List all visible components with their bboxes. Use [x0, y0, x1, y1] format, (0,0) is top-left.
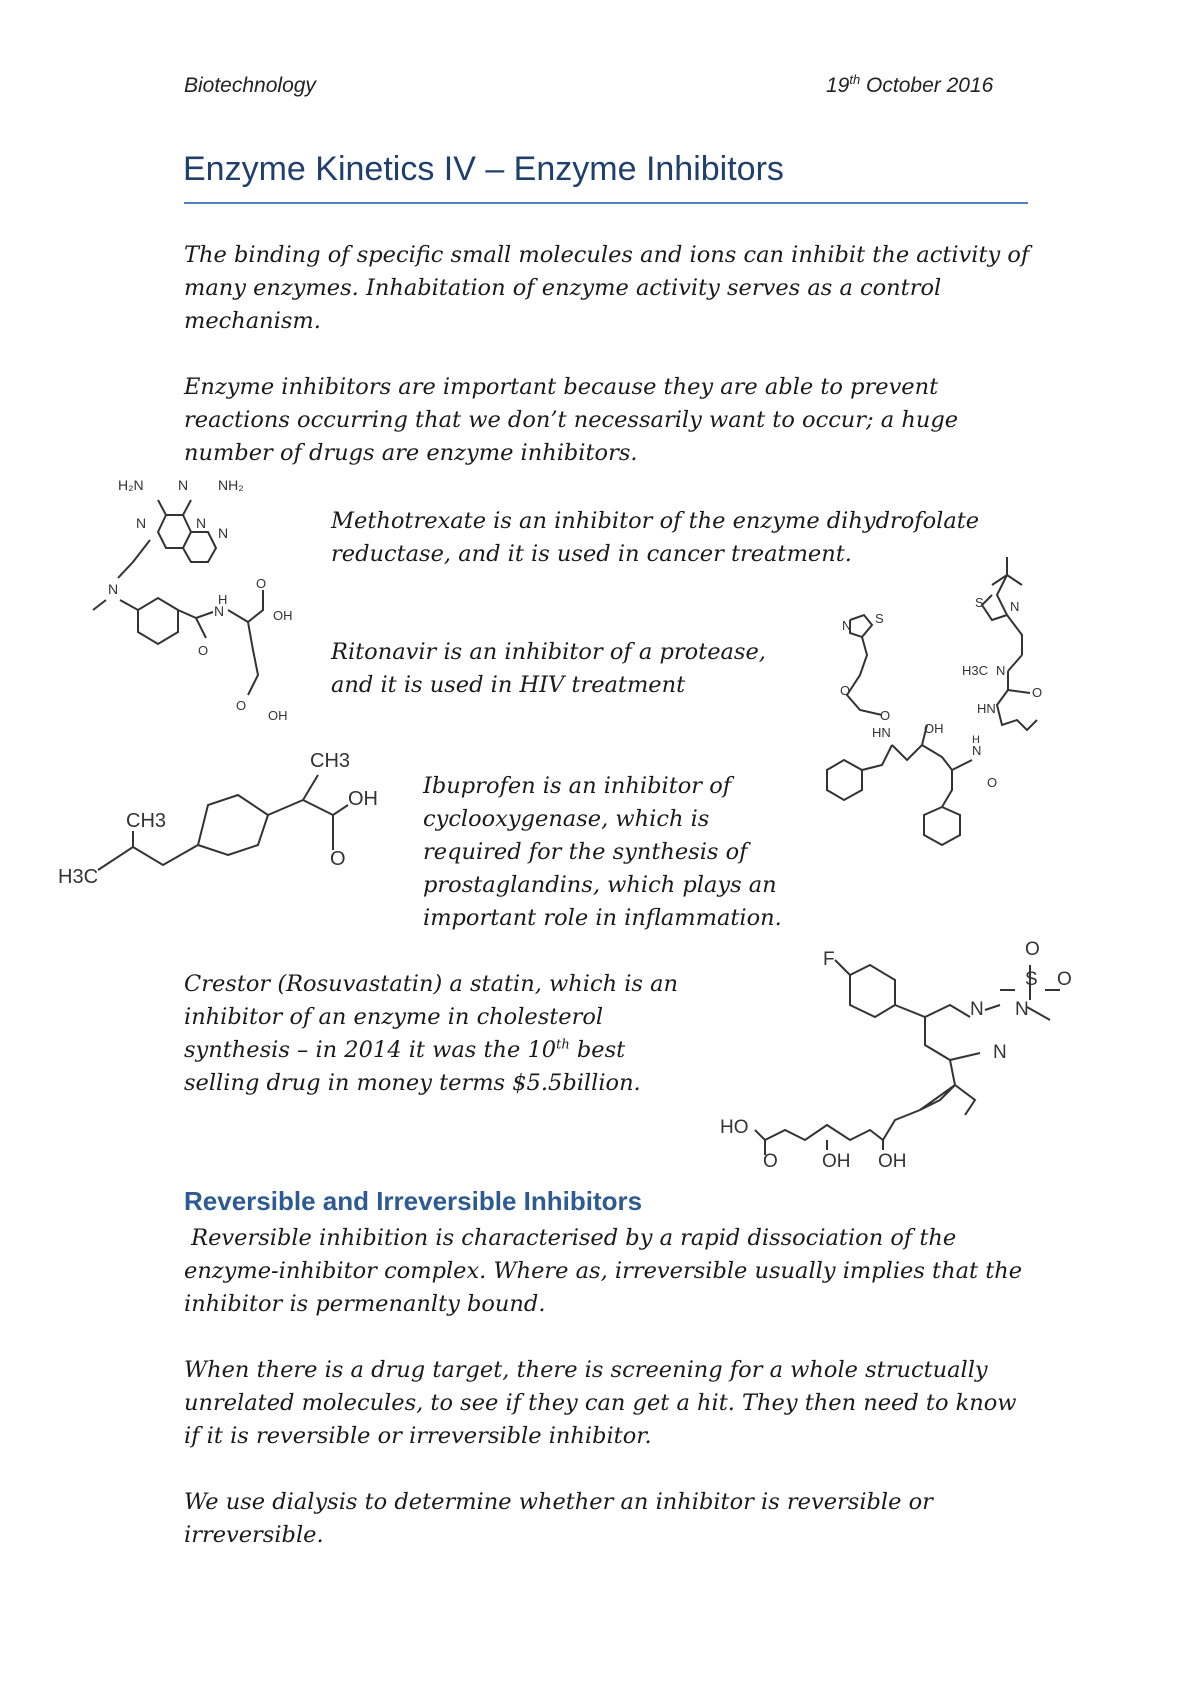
svg-text:N: N	[996, 663, 1006, 678]
svg-text:O: O	[1025, 939, 1040, 960]
svg-text:HN: HN	[977, 701, 996, 716]
intro-paragraph-2: Enzyme inhibitors are important because they are able to prevent reactions occurring that we don’t necessarily want to occur; a huge number of drugs are enzyme inhibitors.	[184, 374, 959, 466]
reversible-paragraph-3: We use dialysis to determine whether an inhibitor is reversible or irreversible.	[184, 1489, 933, 1548]
ritonavir-text: Ritonavir is an inhibitor of a protease, and it is used in HIV treatment	[331, 639, 766, 698]
svg-text:O: O	[840, 683, 851, 698]
svg-text:N: N	[970, 999, 984, 1020]
intro-paragraph-1: The binding of specific small molecules and ions can inhibit the activity of many enzymes. Inhabitation of enzyme activity serves as a control mechanism.	[184, 242, 1030, 334]
reversible-paragraph-1: Reversible inhibition is characterised by a rapid dissociation of the enzyme-inhibitor complex. Where as, irreversible usually implies that the inhibitor is permenanlty bound.	[184, 1225, 1030, 1317]
svg-text:O: O	[763, 1151, 778, 1172]
course-header: Biotechnology	[184, 74, 316, 97]
svg-text:N: N	[136, 515, 147, 531]
svg-text:H3C: H3C	[58, 866, 99, 888]
svg-text:N: N	[214, 603, 225, 619]
svg-text:N: N	[1015, 999, 1029, 1020]
ibuprofen-structure	[58, 745, 403, 910]
title-rule	[184, 202, 1028, 204]
svg-text:OH: OH	[878, 1151, 907, 1172]
methotrexate-structure	[88, 470, 318, 735]
svg-text:O: O	[987, 775, 998, 790]
svg-text:N: N	[993, 1042, 1007, 1063]
svg-text:CH3: CH3	[126, 810, 167, 832]
svg-text:N: N	[972, 743, 982, 758]
svg-text:OH: OH	[273, 608, 293, 623]
svg-text:O: O	[236, 698, 247, 713]
svg-text:N: N	[108, 581, 119, 597]
svg-text:HO: HO	[720, 1117, 749, 1138]
svg-text:S: S	[1025, 969, 1038, 990]
svg-text:N: N	[218, 525, 229, 541]
svg-text:S: S	[875, 611, 884, 626]
date-header: 19th October 2016	[826, 72, 994, 97]
svg-text:O: O	[1057, 969, 1072, 990]
svg-text:O: O	[330, 848, 346, 870]
svg-text:F: F	[823, 949, 835, 970]
svg-text:CH3: CH3	[310, 750, 351, 772]
svg-text:H: H	[972, 734, 980, 746]
svg-text:N: N	[196, 515, 207, 531]
svg-text:O: O	[1032, 685, 1043, 700]
svg-text:OH: OH	[822, 1151, 851, 1172]
svg-text:O: O	[256, 576, 267, 591]
rosuvastatin-structure	[715, 935, 1095, 1175]
svg-text:N: N	[842, 618, 852, 633]
section-heading: Reversible and Irreversible Inhibitors	[184, 1186, 643, 1216]
svg-text:O: O	[198, 643, 209, 658]
methotrexate-text: Methotrexate is an inhibitor of the enzyme dihydrofolate reductase, and it is used in cancer treatment.	[331, 508, 980, 567]
svg-text:H: H	[218, 592, 228, 607]
reversible-paragraph-2: When there is a drug target, there is screening for a whole structually unrelated molecules, to see if they can get a hit. They then need to know if it is reversible or irreversible inhibitor.	[184, 1357, 1017, 1449]
svg-text:OH: OH	[348, 788, 378, 810]
svg-text:O: O	[880, 708, 891, 723]
ibuprofen-text: Ibuprofen is an inhibitor of cyclooxygenase, which is required for the synthesis of prostaglandins, which plays an important role in inflammation.	[423, 773, 782, 931]
svg-text:OH: OH	[268, 708, 288, 723]
svg-text:NH₂: NH₂	[218, 477, 244, 493]
svg-text:S: S	[975, 595, 984, 610]
page-title: Enzyme Kinetics IV – Enzyme Inhibitors	[183, 150, 784, 188]
svg-text:H3C: H3C	[962, 663, 989, 678]
svg-text:HN: HN	[872, 725, 891, 740]
crestor-text: Crestor (Rosuvastatin) a statin, which is an inhibitor of an enzyme in cholesterol synthesis – in 2014 it was the 10th best selling drug in money terms $5.5billion.	[184, 971, 679, 1096]
svg-text:OH: OH	[924, 721, 944, 736]
ritonavir-structure	[812, 545, 1102, 870]
svg-text:H₂N: H₂N	[118, 477, 144, 493]
svg-text:N: N	[1010, 599, 1020, 614]
svg-text:N: N	[178, 477, 189, 493]
